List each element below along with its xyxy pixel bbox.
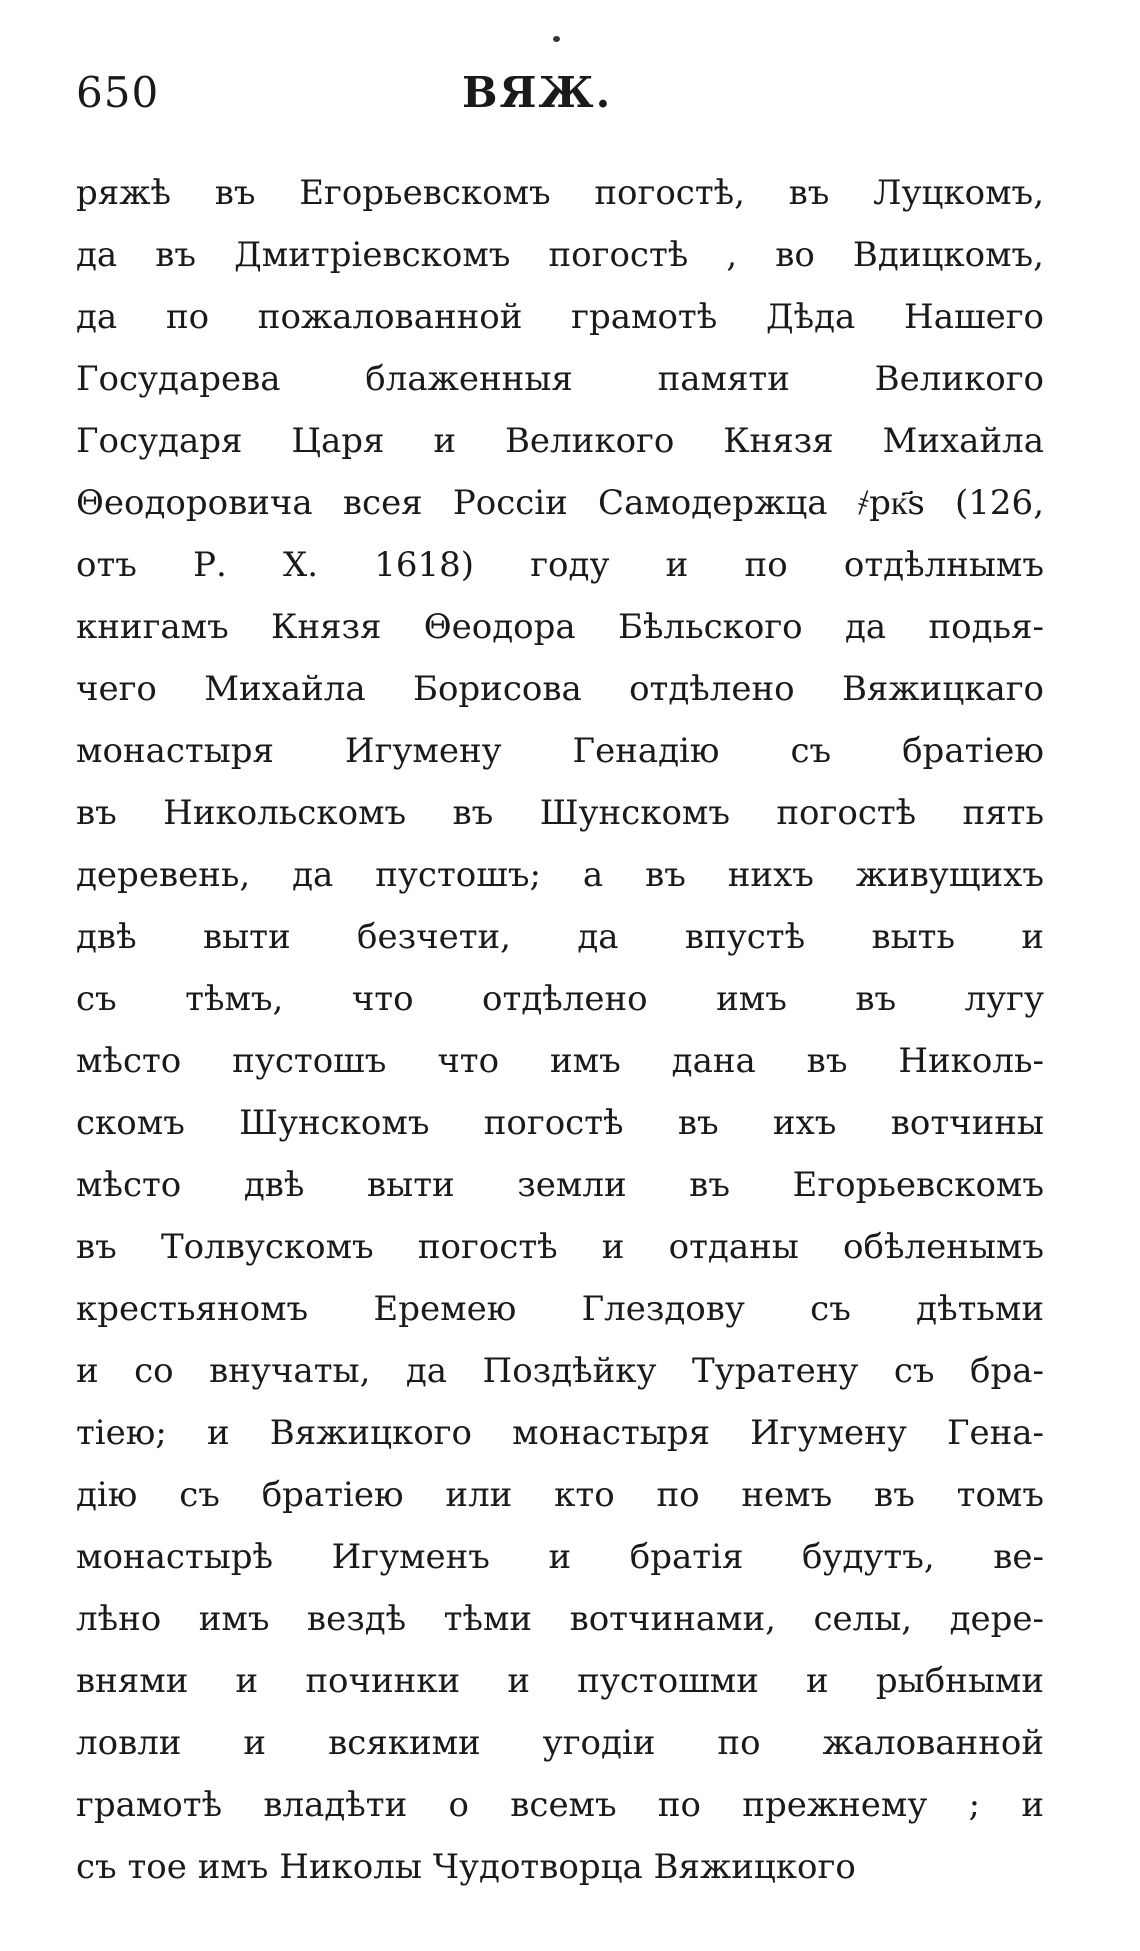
- page-header: [0, 68, 1140, 128]
- text-line-12: деревень, да пустошъ; а въ нихъ живущихъ: [76, 855, 1044, 895]
- text-line-21: тiею; и Вяжицкого монастыря Игумену Гена-: [76, 1413, 1044, 1453]
- text-line-3: да по пожалованной грамотѣ Дѣда Нашего: [76, 297, 1044, 337]
- text-line-27: грамотѣ владѣти о всемъ по прежнему ; и: [76, 1785, 1044, 1825]
- text-line-17: мѣсто двѣ выти земли въ Егорьевскомъ: [76, 1165, 1044, 1205]
- text-line-24: лѣно имъ вездѣ тѣми вотчинами, селы, дере-: [76, 1599, 1044, 1639]
- text-line-22: дiю съ братiею или кто по немъ въ томъ: [76, 1475, 1044, 1515]
- text-line-6: Θеодоровича всея Россiи Самодержца ҂рк҃s (126,: [76, 483, 1044, 523]
- page-number: 650: [76, 68, 160, 117]
- body-text: [76, 162, 1044, 1898]
- text-line-15: мѣсто пустошъ что имъ дана въ Николь-: [76, 1041, 1044, 1081]
- text-line-19: крестьяномъ Еремею Глездову съ дѣтьми: [76, 1289, 1044, 1329]
- text-line-23: монастырѣ Игуменъ и братiя будутъ, ве-: [76, 1537, 1044, 1577]
- printer-mark: [553, 36, 560, 42]
- text-line-11: въ Никольскомъ въ Шунскомъ погостѣ пять: [76, 793, 1044, 833]
- text-line-28: съ тое имъ Николы Чудотворца Вяжицкого: [76, 1847, 856, 1887]
- text-line-10: монастыря Игумену Генадiю съ братiею: [76, 731, 1044, 771]
- text-line-20: и со внучаты, да Поздѣйку Туратену съ бра-: [76, 1351, 1044, 1391]
- text-line-26: ловли и всякими угодiи по жалованной: [76, 1723, 1044, 1763]
- text-line-16: скомъ Шунскомъ погостѣ въ ихъ вотчины: [76, 1103, 1044, 1143]
- text-line-2: да въ Дмитрiевскомъ погостѣ , во Вдицкомъ,: [76, 235, 1044, 275]
- running-head: ВЯЖ.: [462, 68, 613, 117]
- text-line-25: внями и починки и пустошми и рыбными: [76, 1661, 1044, 1701]
- text-line-14: съ тѣмъ, что отдѣлено имъ въ лугу: [76, 979, 1044, 1019]
- text-line-8: книгамъ Князя Θеодора Бѣльского да подья-: [76, 607, 1044, 647]
- text-line-1: ряжѣ въ Егорьевскомъ погостѣ, въ Луцкомъ,: [76, 173, 1044, 213]
- text-line-4: Государева блаженныя памяти Великого: [76, 359, 1044, 399]
- text-line-9: чего Михайла Борисова отдѣлено Вяжицкаго: [76, 669, 1044, 709]
- text-line-7: отъ Р. Х. 1618) году и по отдѣлнымъ: [76, 545, 1044, 585]
- text-line-18: въ Толвускомъ погостѣ и отданы обѣленымъ: [76, 1227, 1044, 1267]
- text-line-5: Государя Царя и Великого Князя Михайла: [76, 421, 1044, 461]
- text-line-13: двѣ выти безчети, да впустѣ выть и: [76, 917, 1044, 957]
